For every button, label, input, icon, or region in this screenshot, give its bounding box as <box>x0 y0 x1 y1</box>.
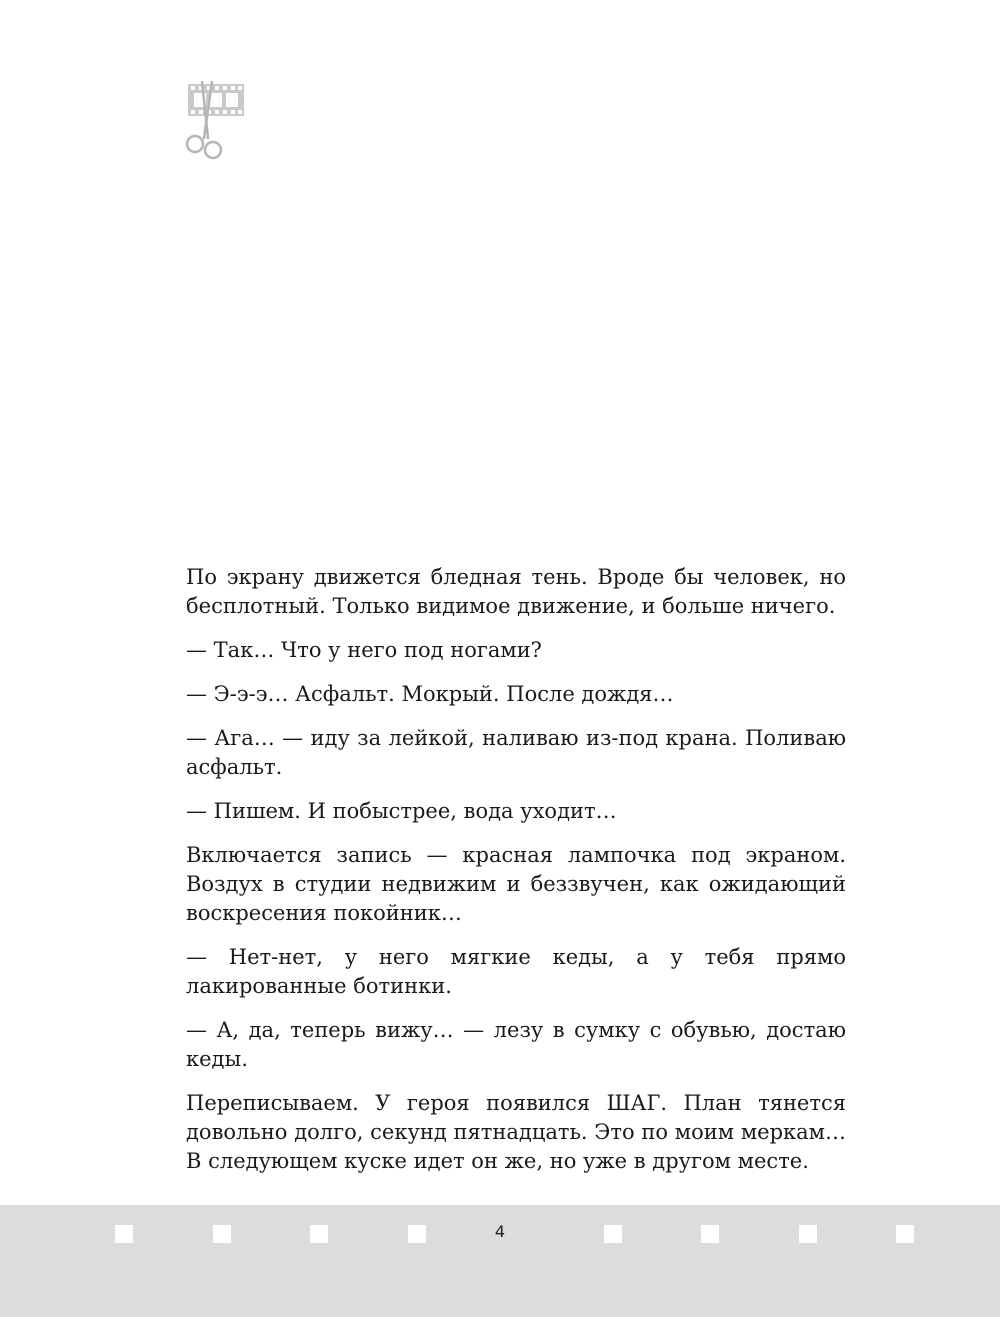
page-number: 4 <box>494 1222 506 1241</box>
paragraph: — Э-э-э… Асфальт. Мокрый. После дождя… <box>186 682 674 706</box>
paragraph: Включается запись — красная лампочка под экраном. Воздух в студии недвижим и беззвучен, как ожидающий воскресения покойник… <box>186 843 846 925</box>
paragraph: — Ага… — иду за лейкой, наливаю из-под крана. Поливаю асфальт. <box>186 726 846 779</box>
film-scissors-icon <box>180 80 250 165</box>
paragraph: — Пишем. И побыстрее, вода уходит… <box>186 799 617 823</box>
paragraph: Переписываем. У героя появился ШАГ. План тянется довольно долго, секунд пятнадцать. Это по моим меркам… В следующем куске идет он же, но уже в другом месте. <box>186 1091 846 1173</box>
paragraph: — А, да, теперь вижу… — лезу в сумку с обувью, достаю кеды. <box>186 1018 846 1071</box>
footer-film-band <box>0 1205 1000 1317</box>
paragraph: — Так… Что у него под ногами? <box>186 638 542 662</box>
paragraph: По экрану движется бледная тень. Вроде бы человек, но бесплотный. Только видимое движение, и больше ничего. <box>186 565 846 618</box>
body-text <box>186 563 846 1191</box>
paragraph: — Нет-нет, у него мягкие кеды, а у тебя прямо лакированные ботинки. <box>186 945 846 998</box>
